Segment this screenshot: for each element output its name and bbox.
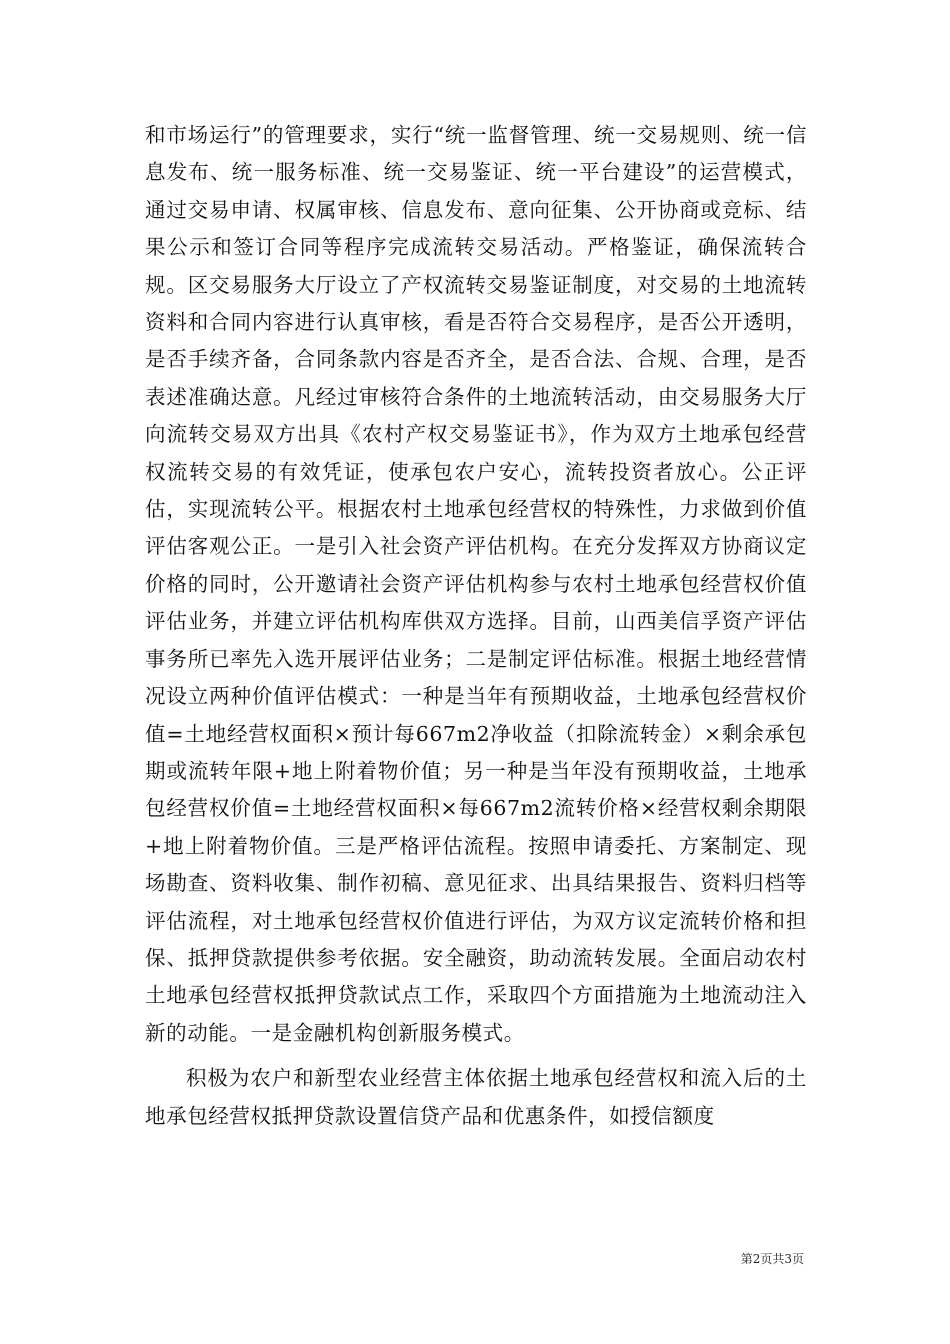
page-number-footer: 第2页共3页 [740,1252,804,1266]
document-body [145,117,807,1135]
paragraph-1: 和市场运行”的管理要求，实行“统一监督管理、统一交易规则、统一信息发布、统一服务标准、统一交易鉴证、统一平台建设”的运营模式，通过交易申请、权属审核、信息发布、意向征集、公开协商或竞标、结果公示和签订合同等程序完成流转交易活动。严格鉴证，确保流转合规。区交易服务大厅设立了产权流转交易鉴证制度，对交易的土地流转资料和合同内容进行认真审核，看是否符合交易程序，是否公开透明，是否手续齐备，合同条款内容是否齐全，是否合法、合规、合理，是否表述准确达意。凡经过审核符合条件的土地流转活动，由交易服务大厅向流转交易双方出具《农村产权交易鉴证书》，作为双方土地承包经营权流转交易的有效凭证，使承包农户安心，流转投资者放心。公正评估，实现流转公平。根据农村土地承包经营权的特殊性，力求做到价值评估客观公正。一是引入社会资产评估机构。在充分发挥双方协商议定价格的同时，公开邀请社会资产评估机构参与农村土地承包经营权价值评估业务，并建立评估机构库供双方选择。目前，山西美信孚资产评估事务所已率先入选开展评估业务；二是制定评估标准。根据土地经营情况设立两种价值评估模式：一种是当年有预期收益，土地承包经营权价值=土地经营权面积×预计每667m2净收益（扣除流转金）×剩余承包期或流转年限+地上附着物价值；另一种是当年没有预期收益，土地承包经营权价值=土地经营权面积×每667m2流转价格×经营权剩余期限+地上附着物价值。三是严格评估流程。按照申请委托、方案制定、现场勘查、资料收集、制作初稿、意见征求、出具结果报告、资料归档等评估流程，对土地承包经营权价值进行评估，为双方议定流转价格和担保、抵押贷款提供参考依据。安全融资，助动流转发展。全面启动农村土地承包经营权抵押贷款试点工作，采取四个方面措施为土地流动注入新的动能。一是金融机构创新服务模式。 [145,123,807,1045]
paragraph-2: 积极为农户和新型农业经营主体依据土地承包经营权和流入后的土地承包经营权抵押贷款设置信贷产品和优惠条件，如授信额度 [145,1066,807,1128]
